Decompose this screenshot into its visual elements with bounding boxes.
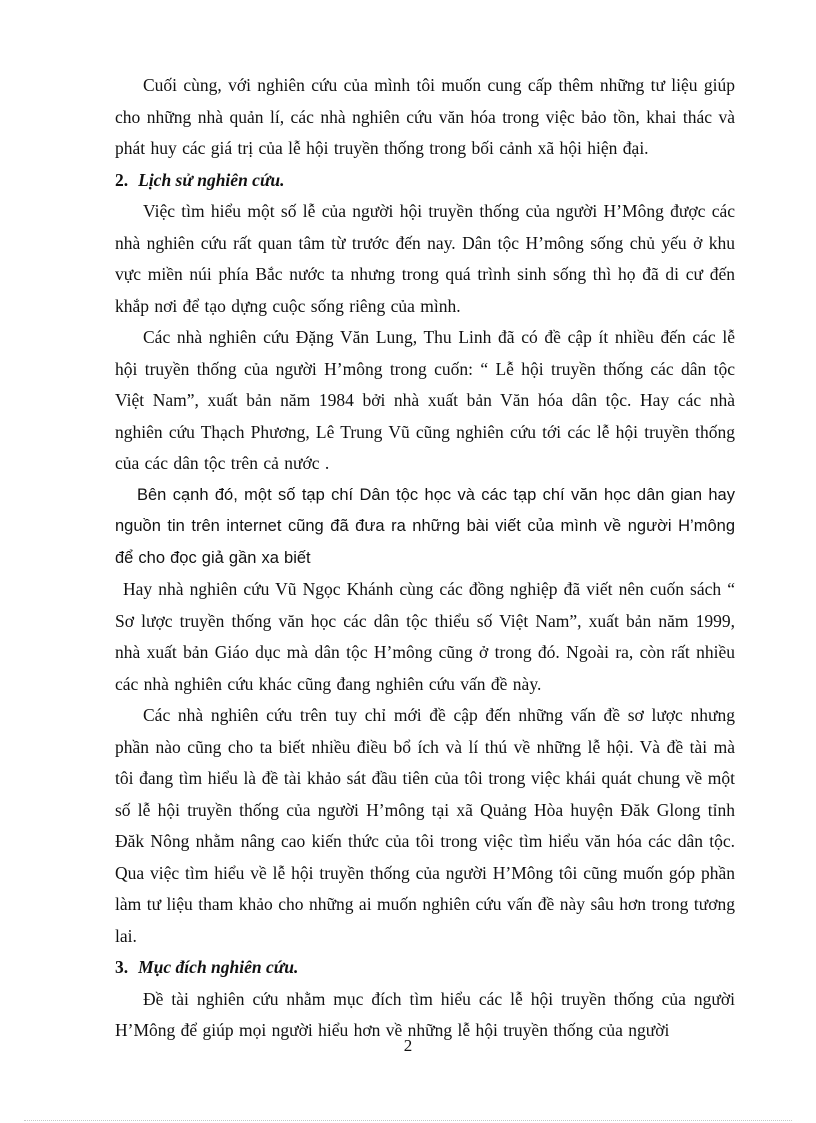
section-number: 3. (115, 957, 129, 977)
page-number: 2 (403, 1036, 413, 1055)
paragraph-research-purpose: Đề tài nghiên cứu nhằm mục đích tìm hiểu các lễ hội truyền thống của người H’Mông để giúp mọi người hiểu hơn về những lễ hội truyền thống của người (115, 988, 735, 1040)
section-title: Mục đích nghiên cứu. (138, 957, 299, 977)
paragraph-research-history-intro: Việc tìm hiểu một số lễ của người hội truyền thống của người H’Mông được các nhà nghiên cứu rất quan tâm từ trước đến nay. Dân tộc H’mông sống chủ yếu ở khu vực miền núi phía Bắc nước ta nhưng trong quá trình sinh sống thì họ đã di cư đến khắp nơi để tạo dựng cuộc sống riêng của mình. (115, 201, 735, 316)
page-content (115, 70, 735, 1047)
page-bottom-divider (24, 1120, 792, 1121)
paragraph-vu-ngoc-khanh: Hay nhà nghiên cứu Vũ Ngọc Khánh cùng các đồng nghiệp đã viết nên cuốn sách “ Sơ lược truyền thống văn học các dân tộc thiểu số Việt Nam”, xuất bản năm 1999, nhà xuất bản Giáo dục mà dân tộc H’mông cũng ở trong đó. Ngoài ra, còn rất nhiều các nhà nghiên cứu khác cũng đang nghiên cứu vấn đề này. (115, 579, 735, 694)
section-title: Lịch sử nghiên cứu. (138, 169, 285, 190)
section-number: 2. (115, 169, 129, 190)
section-heading-3 (115, 952, 735, 984)
paragraph-researchers-dang-van-lung: Các nhà nghiên cứu Đặng Văn Lung, Thu Linh đã có đề cập ít nhiều đến các lễ hội truyền thống của người H’mông trong cuốn: “ Lễ hội truyền thống các dân tộc Việt Nam”, xuất bản năm 1984 bởi nhà xuất bản Văn hóa dân tộc. Hay các nhà nghiên cứu Thạch Phương, Lê Trung Vũ cũng nghiên cứu tới các lễ hội truyền thống của các dân tộc trên cả nước . (115, 327, 735, 473)
paragraph-journals: Bên cạnh đó, một số tạp chí Dân tộc học và các tạp chí văn học dân gian hay nguồn tin trên internet cũng đã đưa ra những bài viết của mình về người H’mông để cho đọc giả gần xa biết (115, 485, 735, 567)
paragraph-research-summary: Các nhà nghiên cứu trên tuy chỉ mới đề cập đến những vấn đề sơ lược nhưng phần nào cũng cho ta biết nhiều điều bổ ích và lí thú về những lễ hội. Và đề tài mà tôi đang tìm hiểu là đề tài khảo sát đầu tiên của tôi trong việc khái quát chung về một số lễ hội truyền thống của người H’mông tại xã Quảng Hòa huyện Đăk Glong tỉnh Đăk Nông nhằm nâng cao kiến thức của tôi trong việc tìm hiểu văn hóa các dân tộc. Qua việc tìm hiểu về lễ hội truyền thống của người H’Mông tôi cũng muốn góp phần làm tư liệu tham khảo cho những ai muốn nghiên cứu vấn đề này sâu hơn trong tương lai. (115, 705, 735, 946)
section-heading-2 (115, 165, 735, 197)
paragraph-conclusion: Cuối cùng, với nghiên cứu của mình tôi muốn cung cấp thêm những tư liệu giúp cho những nhà quản lí, các nhà nghiên cứu văn hóa trong việc bảo tồn, khai thác và phát huy các giá trị của lễ hội truyền thống trong bối cảnh xã hội hiện đại. (115, 75, 735, 158)
